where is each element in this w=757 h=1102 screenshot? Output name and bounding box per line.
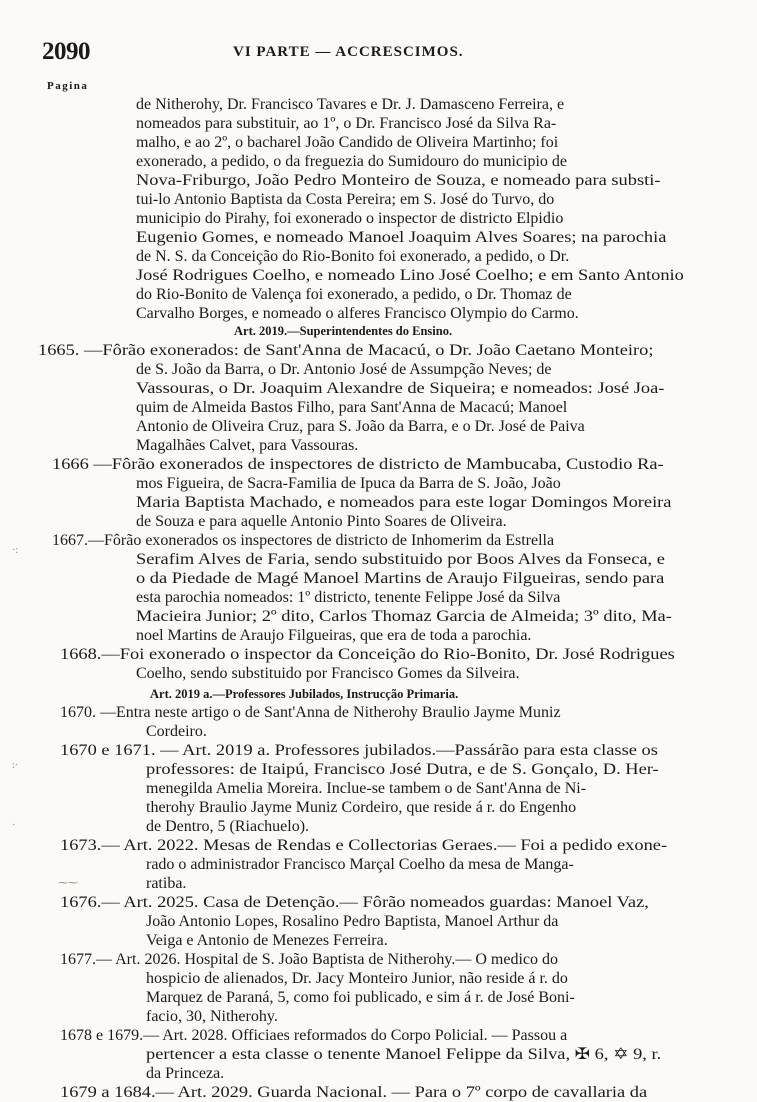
section-heading-2019: Art. 2019.—Superintendentes do Ensino. — [234, 324, 453, 338]
text-line: de Souza e para aquelle Antonio Pinto Soares de Oliveira. — [136, 513, 507, 530]
text-line: Antonio de Oliveira Cruz, para S. João da Barra, e o Dr. José de Paiva — [136, 418, 585, 435]
text-line: de N. S. da Conceição do Rio-Bonito foi exonerado, a pedido, o Dr. — [136, 248, 570, 265]
text-line: Marquez de Paraná, 5, como foi publicado, e sim á r. de José Boni- — [146, 989, 575, 1006]
text-line: Carvalho Borges, e nomeado o alferes Francisco Olympio do Carmo. — [136, 305, 579, 322]
text-line: therohy Braulio Jayme Muniz Cordeiro, que reside á r. do Engenho — [146, 799, 577, 816]
text-line: Cordeiro. — [146, 723, 207, 740]
text-line: ratiba. — [146, 875, 187, 892]
text-line: Nova-Friburgo, João Pedro Monteiro de Souza, e nomeado para substi- — [136, 172, 661, 189]
margin-mark: ⁓⁓ — [58, 878, 78, 889]
text-line: 1679 a 1684.— Art. 2029. Guarda Nacional. — Para o 7º corpo de cavallaria da — [60, 1084, 648, 1101]
text-line: Macieira Junior; 2º dito, Carlos Thomaz Garcia de Almeida; 3º dito, Ma- — [136, 608, 672, 625]
text-line: menegilda Amelia Moreira. Inclue-se tambem o de Sant'Anna de Ni- — [146, 780, 587, 797]
text-line: municipio do Pirahy, foi exonerado o inspector de districto Elpidio — [136, 210, 564, 227]
text-line: José Rodrigues Coelho, e nomeado Lino José Coelho; e em Santo Antonio — [136, 267, 684, 284]
text-line: 1668.—Foi exonerado o inspector da Conceição do Rio-Bonito, Dr. José Rodrigues — [60, 646, 675, 663]
running-title: VI PARTE — ACCRESCIMOS. — [233, 44, 464, 60]
text-line: malho, e ao 2º, o bacharel João Candido de Oliveira Martinho; foi — [136, 134, 559, 151]
text-line: Veiga e Antonio de Menezes Ferreira. — [146, 932, 388, 949]
text-line: 1678 e 1679.— Art. 2028. Officiaes reformados do Corpo Policial. — Passou a — [60, 1027, 568, 1044]
text-line: 1666 —Fôrão exonerados de inspectores de districto de Mambucaba, Custodio Ra- — [52, 456, 664, 473]
text-line: rado o administrador Francisco Marçal Coelho da mesa de Manga- — [146, 856, 574, 873]
text-line: quim de Almeida Bastos Filho, para Sant'Anna de Macacú; Manoel — [136, 399, 568, 416]
text-line: da Princeza. — [146, 1065, 225, 1082]
text-line: João Antonio Lopes, Rosalino Pedro Baptista, Manoel Arthur da — [146, 913, 559, 930]
text-line: hospicio de alienados, Dr. Jacy Monteiro Junior, não reside á r. do — [146, 970, 568, 987]
text-line: mos Figueira, de Sacra-Familia de Ipuca da Barra de S. João, João — [136, 475, 561, 492]
page-number: 2090 — [42, 38, 90, 65]
text-line: 1665. —Fôrão exonerados: de Sant'Anna de Macacú, o Dr. João Caetano Monteiro; — [38, 342, 654, 359]
margin-mark: :· — [12, 760, 19, 771]
text-line: esta parochia nomeados: 1º districto, tenente Felippe José da Silva — [136, 589, 561, 606]
text-line: de Nitherohy, Dr. Francisco Tavares e Dr. J. Damasceno Ferreira, e — [136, 96, 565, 113]
text-line: facio, 30, Nitherohy. — [146, 1008, 278, 1025]
text-line: Serafim Alves de Faria, sendo substituido por Boos Alves da Fonseca, e — [136, 551, 665, 568]
text-line: Magalhães Calvet, para Vassouras. — [136, 437, 359, 454]
text-line: tui-lo Antonio Baptista da Costa Pereira; em S. José do Turvo, do — [136, 191, 555, 208]
text-line: 1673.— Art. 2022. Mesas de Rendas e Collectorias Geraes.— Foi a pedido exone- — [60, 837, 668, 854]
text-line: noel Martins de Araujo Filgueiras, que era de toda a parochia. — [136, 627, 532, 644]
text-line: professores: de Itaipú, Francisco José Dutra, e de S. Gonçalo, D. Her- — [146, 761, 659, 778]
text-line: nomeados para substituir, ao 1º, o Dr. Francisco José da Silva Ra- — [136, 115, 557, 132]
text-line: Coelho, sendo substituido por Francisco Gomes da Silveira. — [136, 665, 520, 682]
text-line: 1676.— Art. 2025. Casa de Detenção.— Fôrão nomeados guardas: Manoel Vaz, — [60, 894, 649, 911]
text-line: exonerado, a pedido, o da freguezia do Sumidouro do municipio de — [136, 153, 567, 170]
text-line: Vassouras, o Dr. Joaquim Alexandre de Siqueira; e nomeados: José Joa- — [136, 380, 665, 397]
text-line: pertencer a esta classe o tenente Manoel Felippe da Silva, ✠ 6, ✡ 9, r. — [146, 1046, 662, 1063]
section-heading-2019a: Art. 2019 a.—Professores Jubilados, Instrucção Primaria. — [150, 687, 459, 701]
text-line: Eugenio Gomes, e nomeado Manoel Joaquim Alves Soares; na parochia — [136, 229, 667, 246]
text-line: do Rio-Bonito de Valença foi exonerado, a pedido, o Dr. Thomaz de — [136, 286, 572, 303]
margin-mark: ·: — [12, 545, 19, 556]
text-line: o da Piedade de Magé Manoel Martins de Araujo Filgueiras, sendo para — [136, 570, 665, 587]
text-line: Maria Baptista Machado, e nomeados para este logar Domingos Moreira — [136, 494, 672, 511]
text-line: 1670. —Entra neste artigo o de Sant'Anna de Nitherohy Braulio Jayme Muniz — [60, 704, 561, 721]
margin-mark: · — [12, 820, 16, 831]
text-line: 1677.— Art. 2026. Hospital de S. João Baptista de Nitherohy.— O medico do — [60, 951, 559, 968]
text-line: de Dentro, 5 (Riachuelo). — [146, 818, 310, 835]
page-label: Pagina — [47, 80, 89, 92]
text-line: 1667.—Fôrão exonerados os inspectores de districto de Inhomerim da Estrella — [52, 532, 555, 549]
text-line: 1670 e 1671. — Art. 2019 a. Professores jubilados.—Passárão para esta classe os — [60, 742, 658, 759]
text-line: de S. João da Barra, o Dr. Antonio José de Assumpção Neves; de — [136, 361, 552, 378]
